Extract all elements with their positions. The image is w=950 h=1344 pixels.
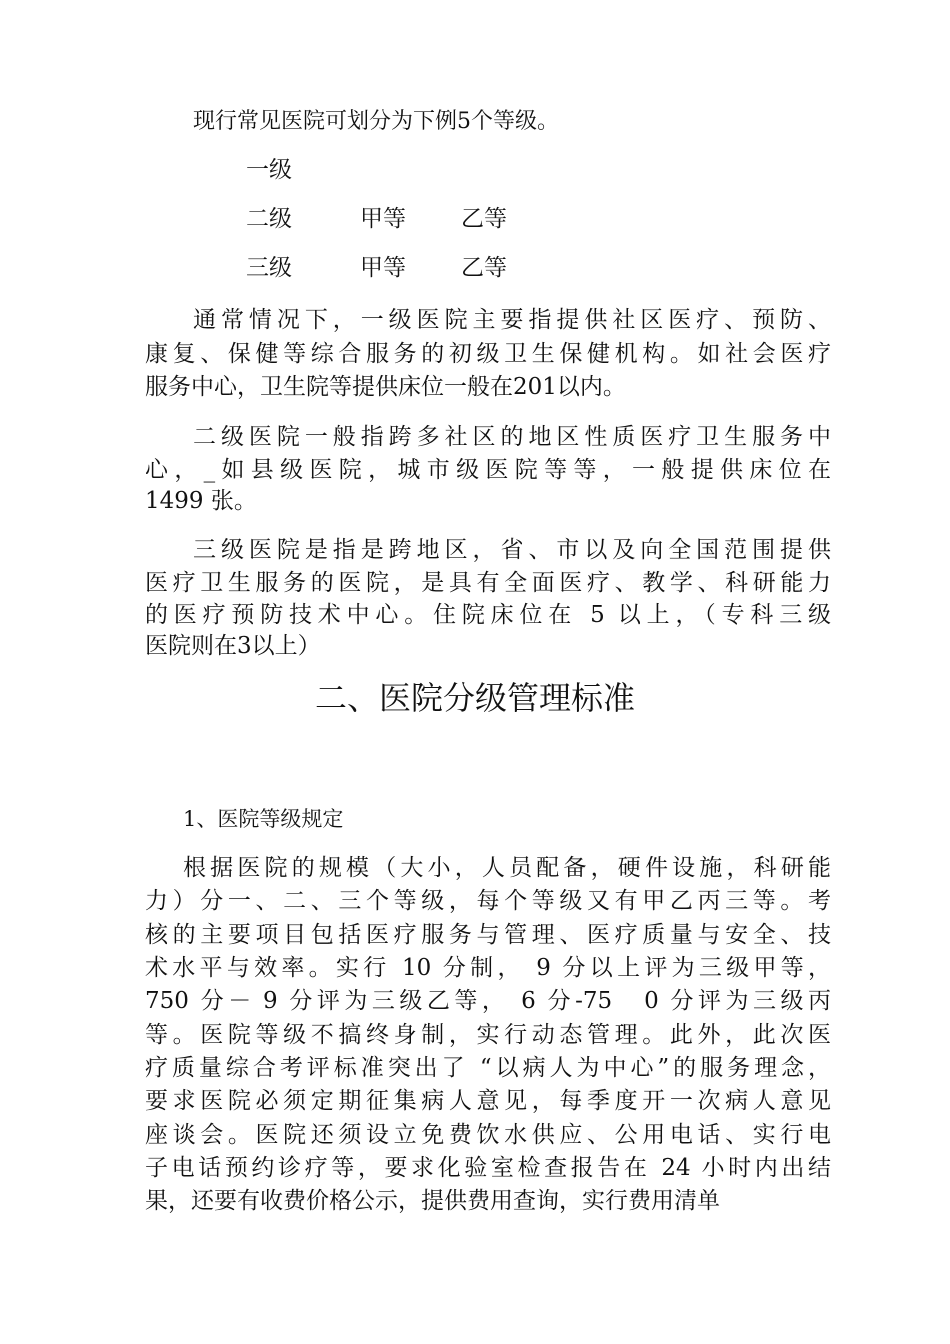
- paragraph-line: 要求医院必须定期征集病人意见，每季度开一次病人意见: [145, 1088, 831, 1114]
- intro-line: 现行常见医院可划分为下例5个等级。: [193, 109, 559, 134]
- grade-label: 乙等: [461, 255, 507, 281]
- level-label: 三级: [246, 255, 292, 281]
- paragraph-line: 服务中心，卫生院等提供床位一般在201以内。: [145, 374, 626, 400]
- paragraph-line: 康复、保健等综合服务的初级卫生保健机构。如社会医疗: [145, 341, 831, 367]
- paragraph-line: 疗质量综合考评标准突出了 “以病人为中心”的服务理念，: [145, 1055, 831, 1081]
- paragraph-line: 座谈会。医院还须设立免费饮水供应、公用电话、实行电: [145, 1122, 831, 1148]
- level-label: 二级: [246, 206, 292, 232]
- paragraph-line: 750 分－ 9 分评为三级乙等， 6 分-75 0 分评为三级丙: [145, 988, 831, 1014]
- paragraph-line: 1499 张。: [145, 488, 257, 514]
- paragraph-line: 子电话预约诊疗等，要求化验室检查报告在 24 小时内出结: [145, 1155, 831, 1181]
- paragraph-line: 术水平与效率。实行 10 分制， 9 分以上评为三级甲等，: [145, 955, 831, 981]
- paragraph-line: 力）分一、二、三个等级，每个等级又有甲乙丙三等。考: [145, 888, 831, 914]
- paragraph-line: 等。医院等级不搞终身制，实行动态管理。此外，此次医: [145, 1022, 831, 1048]
- paragraph-line: 医院则在3以上）: [145, 633, 321, 659]
- grade-label: 乙等: [461, 206, 507, 232]
- paragraph-line: 通常情况下，一级医院主要指提供社区医疗、预防、: [193, 307, 831, 333]
- paragraph-line: 的医疗预防技术中心。住院床位在 5 以上，（专科三级: [145, 602, 831, 628]
- grade-label: 甲等: [360, 206, 406, 232]
- paragraph-line: 核的主要项目包括医疗服务与管理、医疗质量与安全、技: [145, 922, 831, 948]
- paragraph-line: 医疗卫生服务的医院，是具有全面医疗、教学、科研能力: [145, 570, 831, 596]
- grade-label: 甲等: [360, 255, 406, 281]
- paragraph-line: 心，_如县级医院，城市级医院等等，一般提供床位在: [145, 457, 831, 483]
- paragraph-line: 三级医院是指是跨地区，省、市以及向全国范围提供: [193, 537, 831, 563]
- level-label: 一级: [246, 157, 292, 183]
- paragraph-line: 二级医院一般指跨多社区的地区性质医疗卫生服务中: [193, 424, 831, 450]
- section-heading: 二、医院分级管理标准: [314, 679, 635, 717]
- paragraph-line: 果，还要有收费价格公示，提供费用查询，实行费用清单: [145, 1188, 720, 1214]
- paragraph-line: 根据医院的规模（大小，人员配备，硬件设施，科研能: [183, 855, 831, 881]
- subsection-heading: 1、医院等级规定: [183, 807, 344, 831]
